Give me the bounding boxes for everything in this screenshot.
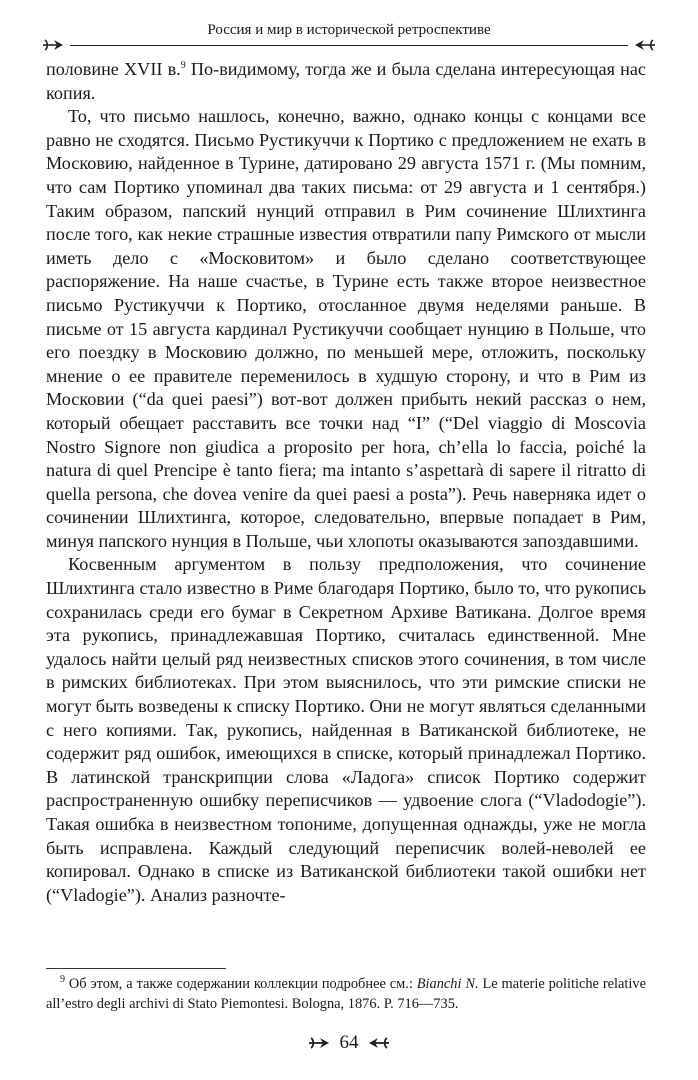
page-number-block: [0, 1032, 698, 1056]
footnote-rule: [46, 968, 226, 969]
running-header: [40, 20, 658, 50]
arrow-ornament-icon: [308, 1036, 330, 1050]
footnote-author: Bianchi N.: [416, 976, 479, 992]
running-header-title: Россия и мир в исторической ретроспективе: [207, 22, 491, 38]
arrow-ornament-icon: [368, 1036, 390, 1050]
arrow-ornament-icon: [634, 38, 656, 52]
paragraph: [46, 105, 646, 553]
paragraph-text: Косвенным аргументом в пользу предположения, что сочинение Шлихтинга стало известно в Риме благодаря Портико, было то, что рукопись сохранилась среди его бумаг в Секретном Архиве Ватикана. Долгое время эта рукопись, принадлежавшая Портико, считалась единственной. Мне удалось найти целый ряд неизвестных списков этого сочинения, в том числе в римских библиотеках. При этом выяснилось, что эти римские списки не могут быть возведены к списку Портико. Они не могут являться сделанными с него копиями. Так, рукопись, найденная в Ватиканской библиотеке, не содержит ряд ошибок, имеющихся в списке, который принадлежал Портико. В латинской транскрипции слова «Ладога» список Портико содержит распространенную ошибку переписчиков — удвоение слога (“Vladodogie”). Такая ошибка в неизвестном топониме, допущенная однажды, уже не могла быть исправлена. Каждый следующий переписчик волей-неволей ее копировал. Однако в списке из Ватиканской библиотеки такой ошибки нет (“Vladogie”). Анализ разночте-: [46, 554, 646, 905]
paragraph-text: То, что письмо нашлось, конечно, важно, однако концы с концами все равно не сходятся. Письмо Рустикуччи к Портико с предложением не ехать в Московию, найденное в Турине, датировано 29 августа 1571 г. (Мы помним, что сам Портико упоминал два таких письма: от 29 августа и 1 сентября.) Таким образом, папский нунций отправил в Рим сочинение Шлихтинга после того, как некие страшные известия отвратили папу Римского от мысли иметь дело с «Московитом» и было сделано соответствующее распоряжение. На наше счастье, в Турине есть также второе неизвестное письмо Рустикуччи к Портико, отосланное двумя неделями раньше. В письме от 15 августа кардинал Рустикуччи сообщает нунцию в Польше, что его поездку в Московию должно, по меньшей мере, отложить, поскольку мнение о ее правителе переменилось в худшую сторону, и что в Рим из Московии (“da quei paesi”) вот-вот должен прибыть некий рассказ о нем, который обещает расставить все точки над “I” (“Del viaggio di Moscovia Nostro Signore non giudica a proposito per hora, ch’ella lo faccia, poiché la natura di quel Prencipe è tanto fiera; ma intanto s’aspettarà di sapere il ritratto di quella persona, che dovea venire da quei paesi a posta”). Речь наверняка идет о сочинении Шлихтинга, которое, следовательно, впервые попадает в Рим, минуя папского нунция в Польше, чьи хлопоты оказываются запоздавшими.: [46, 106, 646, 551]
paragraph-text: По-видимому, тогда же и была сделана интересующая нас копия.: [46, 59, 647, 103]
paragraph-text: половине XVII в.: [46, 59, 181, 79]
footnote: [46, 974, 646, 1014]
paragraph: [46, 58, 646, 105]
arrow-ornament-icon: [42, 38, 64, 52]
footnote-marker: 9: [60, 974, 65, 986]
footnote-text: Le materie politiche relative all’estro degli archivi di Stato Piemontesi. Bologna, 1876. P. 716—735.: [46, 976, 646, 1012]
page-number: 64: [339, 1032, 359, 1053]
main-text: [46, 58, 646, 907]
header-rule: [70, 45, 628, 46]
paragraph: [46, 553, 646, 907]
footnote-ref: 9: [180, 59, 186, 71]
footnote-text: Об этом, а также содержании коллекции подробнее см.:: [65, 976, 417, 992]
